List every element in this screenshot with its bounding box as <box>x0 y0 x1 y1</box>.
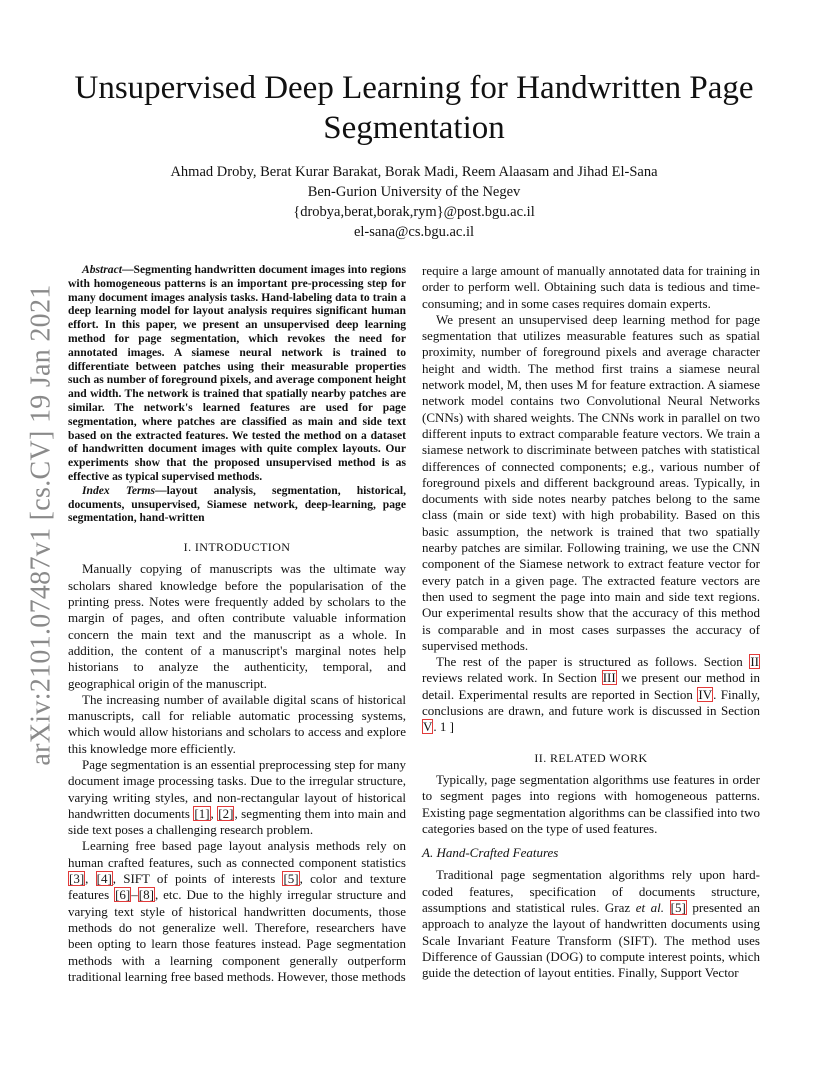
paper-title: Unsupervised Deep Learning for Handwritten Page Segmentation <box>74 70 754 146</box>
text-span: presented an approach to analyze the layout of handwritten documents using Scale Invariant Feature Transform (SIFT). The method uses Difference of Gaussian (DOG) to compute interest points, which guide the detection of layout entities. Finally, Support Vector <box>422 899 760 981</box>
intro-paragraph-continued: require a large amount of manually annotated data for training in order to perform well. Obtaining such data is tedious and time-consuming; and in some cases requires domain experts. <box>422 263 760 311</box>
arxiv-identifier-text: arXiv:2101.07487v1 [cs.CV] 19 Jan 2021 <box>26 284 57 766</box>
left-column <box>68 263 406 985</box>
text-span <box>664 900 670 915</box>
intro-paragraph-4 <box>68 838 406 985</box>
text-span: we present our method in detail. Experimental results are reported in Section <box>422 670 760 702</box>
text-span: , <box>85 871 96 887</box>
arxiv-identifier <box>22 284 62 766</box>
email-individual: el-sana@cs.bgu.ac.il <box>353 224 475 240</box>
subsection-heading-hand-crafted: A. Hand-Crafted Features <box>422 845 559 861</box>
index-terms-label: Index Terms <box>82 483 156 497</box>
text-span: – <box>131 887 138 903</box>
abstract-text: —Segmenting handwritten document images into regions with homogeneous patterns is an important pre-processing step for many document images analysis tasks. Hand-labeling data to train a deep learning model for layout analysis requires significant human effort. In this paper, we present an unsupervised deep learning method for page segmentation, which revokes the need for annotated images. A siamese neural network is trained to differentiate between patches using their measurable properties such as number of foreground pixels, and average component height and width. The network is trained that spatially nearby patches are similar. The network's learned features are used for page segmentation, where patches are classified as main and side text based on the extracted features. We tested the method on a dataset of handwritten document images with quite complex layouts. Our experiments show that the proposed unsupervised method is as effective as typical supervised methods. <box>68 263 406 483</box>
paper-structure-paragraph <box>422 654 760 735</box>
text-span: , segmenting them into main and side text poses a challenging research problem. <box>68 805 407 838</box>
intro-paragraph-1: Manually copying of manuscripts was the ultimate way scholars shared knowledge before the popularisation of the printing press. Notes were frequently added by scholars to the margin of pages, and often contribute valuable information concern the main text and the manuscript as a whole. In addition, the content of a manuscript's marginal notes help historians to analyze the authenticity, temporal, and geographical origin of the manuscript. <box>68 561 406 691</box>
author-list: Ahmad Droby, Berat Kurar Barakat, Borak Madi, Reem Alaasam and Jihad El-Sana <box>170 164 658 180</box>
section-link[interactable]: V <box>423 719 433 735</box>
section-heading-related-work: II. RELATED WORK <box>534 750 648 765</box>
index-terms <box>68 484 406 525</box>
abstract-label: Abstract <box>82 263 122 276</box>
text-span: The rest of the paper is structured as follows. Section <box>436 654 750 670</box>
email-group: {drobya,berat,borak,rym}@post.bgu.ac.il <box>293 204 535 220</box>
section-link[interactable]: II <box>750 654 759 670</box>
section-link[interactable]: III <box>602 670 616 686</box>
citation-link[interactable]: [2] <box>218 805 234 821</box>
intro-paragraph-2: The increasing number of available digital scans of historical manuscripts, call for reliable automatic processing systems, which would allow historians and scholars to access and explore this knowledge more efficiently. <box>68 691 406 756</box>
intro-paragraph-3 <box>68 757 406 838</box>
text-span: . Finally, conclusions are drawn, and future work is discussed in Section <box>422 686 760 719</box>
citation-link[interactable]: [5] <box>283 871 299 887</box>
related-work-paragraph: Typically, page segmentation algorithms use features in order to segment pages into regions with homogeneous patterns. Existing page segmentation algorithms can be classified into two categories based on the type of used features. <box>422 771 760 836</box>
citation-link[interactable]: [6] <box>115 887 131 903</box>
section-link[interactable]: IV <box>698 686 713 702</box>
text-span: , SIFT of points of interests <box>112 871 283 887</box>
text-span: Traditional page segmentation algorithms rely upon hard-coded features, specification of documents structure, assumptions and statistical rules. Graz <box>422 867 760 915</box>
text-span: reviews related work. In Section <box>422 670 602 686</box>
text-span: Learning free based page layout analysis methods rely on human crafted features, such as connected component statistics <box>68 838 406 870</box>
hand-crafted-paragraph <box>422 867 760 981</box>
text-span: , color and texture features <box>68 871 407 903</box>
right-column <box>422 263 760 981</box>
affiliation: Ben-Gurion University of the Negev <box>307 184 521 200</box>
citation-link[interactable]: [3] <box>69 871 85 887</box>
citation-link[interactable]: [8] <box>138 887 154 903</box>
text-span: Page segmentation is an essential preprocessing step for many document image processing tasks. Due to the irregular structure, varying writing styles, and non-rectangular layout of historical handwritten documents <box>68 757 406 821</box>
text-span: , <box>210 805 218 821</box>
method-overview-paragraph: We present an unsupervised deep learning method for page segmentation that utilizes measurable features such as spatial proximity, number of foreground pixels and average character height and width. The method first trains a siamese neural network model, M, then uses M for feature extraction. A siamese network model contains two Convolutional Neural Networks (CNNs) with shared weights. The CNNs work in parallel on two different inputs to extract comparable feature vectors. We train a siamese network to discriminate between patches with statistical differences of connected components; e.g., various number of foreground pixels and different background areas. Typically, in documents with side notes nearby patches belong to the same class (main or side text) with high probability. Based on this basic assumption, the network is trained that two spatially nearby patches are similar. Following training, we use the CNN component of the Siamese network to extract feature vector for every patch in a given page. The extracted feature vectors are then used to segment the page into main and side text regions. Our experimental results show that the accuracy of this method is comparable and in most cases surpasses the accuracy of supervised methods. <box>422 311 760 653</box>
citation-link[interactable]: [5] <box>670 899 686 915</box>
text-span: , etc. Due to the highly irregular structure and varying text style of historical handwritten documents, those methods do not generalize well. Therefore, researchers have been opting to learn those features instead. Page segmentation methods with a learning component generally outperform traditional learning free based methods. However, those methods <box>68 887 407 984</box>
et-al-text: et al. <box>635 899 665 915</box>
citation-link[interactable]: [1] <box>194 805 210 821</box>
text-span: . 1 ] <box>433 719 454 735</box>
section-heading-introduction: I. INTRODUCTION <box>183 540 291 555</box>
abstract <box>68 263 406 484</box>
author-block <box>60 162 768 242</box>
citation-link[interactable]: [4] <box>96 871 112 887</box>
index-terms-text: —layout analysis, segmentation, historical, documents, unsupervised, Siamese network, deep-learning, page segmentation, hand-written <box>68 483 406 525</box>
